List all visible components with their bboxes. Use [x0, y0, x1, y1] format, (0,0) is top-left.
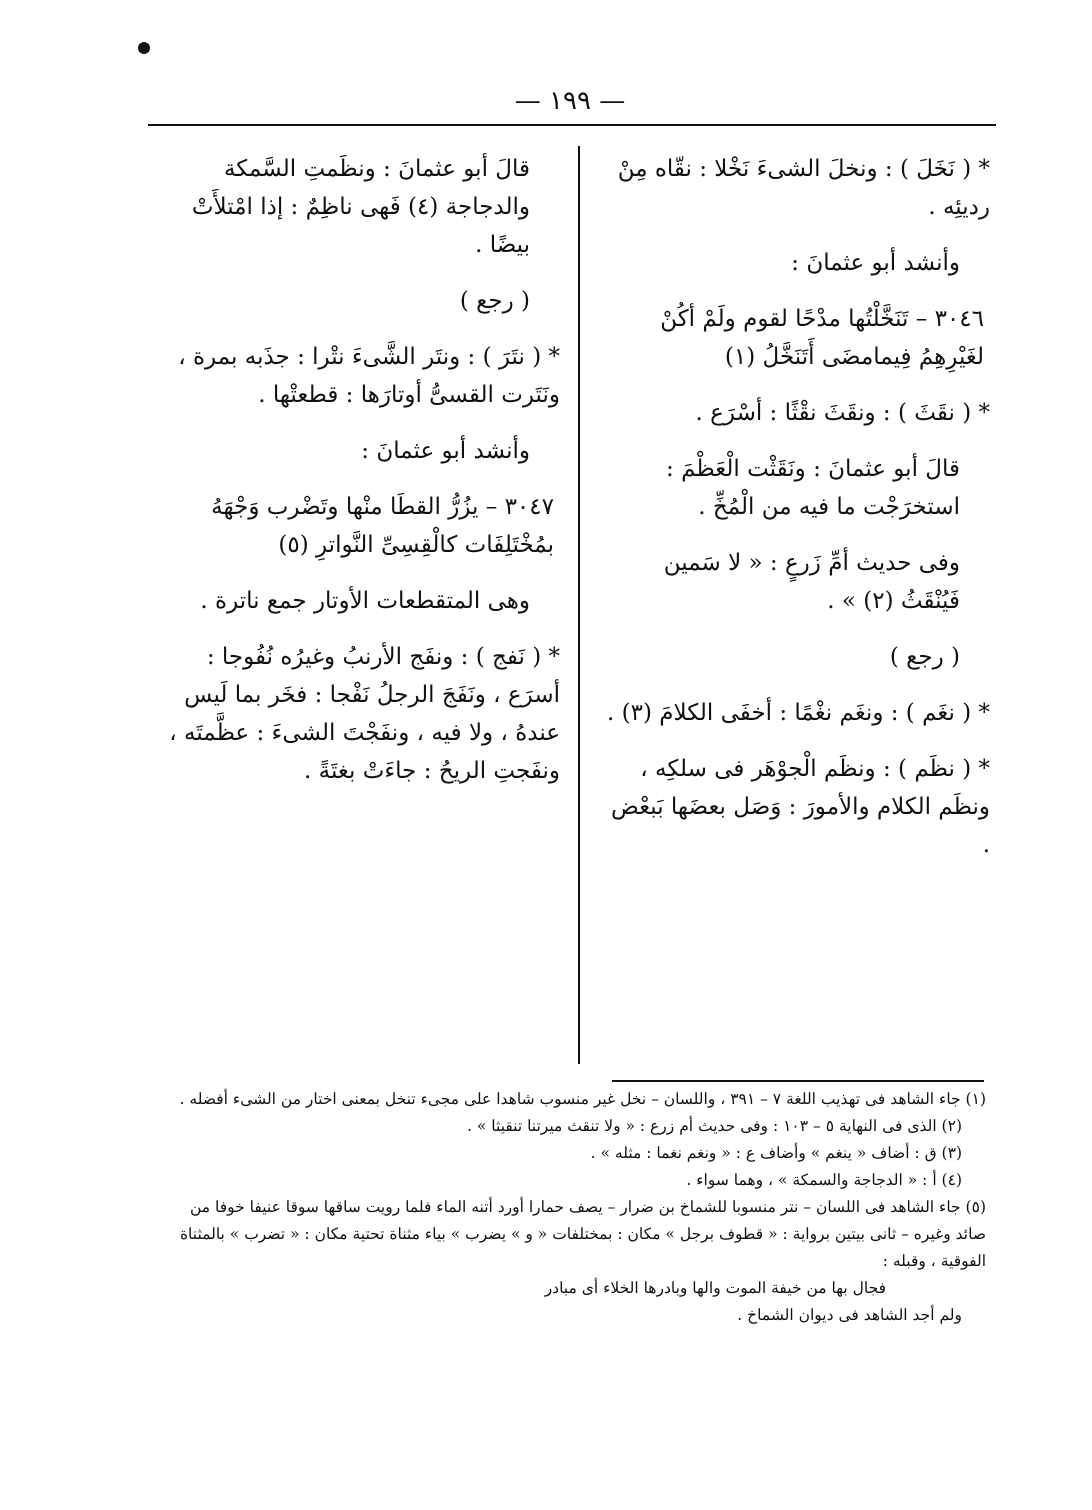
verse-gloss: وهى المتقطعات الأوتار جمع ناترة .	[200, 588, 530, 614]
entry-nazama: * ( نظَم ) : ونظَم الْجوْهَر فى سلكِه ، ونظَم الكلام والأمورَ : وَصَل بعضَها بَبعْض .	[610, 756, 990, 858]
verse-3047: ٣٠٤٧ – يزُرُّ القطَا منْها وتَضْرب وَجْهَهُ بمُخْتَلِفَات كالْقِسِىِّ النَّواترِ (٥)	[211, 494, 554, 558]
footnote-5-closing: ولم أجد الشاهد فى ديوان الشماخ .	[737, 1306, 962, 1324]
left-column	[160, 150, 560, 808]
raja-marker: ( رجع )	[459, 288, 530, 314]
footnote-3: (٣) ق : أضاف « ينغم » وأضاف ع : « ونغم نغما : مثله » .	[590, 1144, 962, 1162]
entry-nakhala: * ( نَخَلَ ) : ونخلَ الشىءَ نَخْلا : نقّاه مِنْ رديئِه .	[617, 156, 990, 220]
footnote-5-verse: فجال بها من خيفة الموت والها وبادرها الخلاء أى مبادر	[544, 1279, 886, 1297]
footnotes	[160, 1086, 986, 1329]
footnote-1: (١) جاء الشاهد فى تهذيب اللغة ٧ – ٣٩١ ، واللسان – نخل غير منسوب شاهدا على مجىء تنخل بمعنى اختار من الشىء أفضله .	[179, 1090, 986, 1108]
column-divider	[578, 146, 580, 1064]
raja-marker: ( رجع )	[889, 644, 960, 670]
recital-intro: وأنشد أبو عثمانَ :	[791, 250, 960, 276]
footnote-5: (٥) جاء الشاهد فى اللسان – نتر منسوبا للشماخ بن ضرار – يصف حمارا أورد أتنه الماء فلما رويت ساقها سوقا عنيفا خوفا من صائد وغيره – ثانى بيتين برواية : « قطوف برجل » مكان : بمختلفات « و » يضرب » بياء مثناة تحتية مكان : « تضرب » بالمثناة الفوقية ، وقبله :	[179, 1198, 986, 1270]
entry-naghama: * ( نغَم ) : ونغَم نغْمًا : أخفَى الكلامَ (٣) .	[607, 700, 990, 726]
page-dot-mark	[138, 42, 150, 54]
footnote-4: (٤) أ : « الدجاجة والسمكة » ، وهما سواء .	[686, 1171, 962, 1189]
quote-abu-uthman: قالَ أبو عثمانَ : ونظَمتِ السَّمكة والدجاجة (٤) فَهى ناظِمٌ : إذا امْتلأَتْ بيضًا .	[191, 156, 530, 258]
header-rule	[148, 124, 996, 126]
page-number: — ١٩٩ —	[514, 86, 626, 116]
verse-3046: ٣٠٤٦ – تَنَخَّلْتُها مدْحًا لقوم ولَمْ أكُنْ لغَيْرِهِمُ فِيمامضَى أَتَنَخَّلُ (١)	[660, 306, 984, 370]
footnote-2: (٢) الذى فى النهاية ٥ – ١٠٣ : وفى حديث أم زرع : « ولا تنقث ميرتنا تنقيثا » .	[466, 1117, 962, 1135]
hadith-umm-zar: وفى حديث أمِّ زَرعٍ : « لا سَمين فَيُنْقَثُ (٢) » .	[663, 550, 960, 614]
entry-nafaja: * ( نَفج ) : ونفَج الأرنبُ وغيرُه نُفُوجا : أسرَع ، ونَفَجَ الرجلُ نَفْجا : فخَر بما لَيس عندهُ ، ولا فيه ، ونفَجْتَ الشىءَ : عظَّمتَه ، ونفَجتِ الريحُ : جاءَتْ بغتَةً .	[169, 644, 560, 784]
entry-naqatha: * ( نقَثَ ) : ونقَثَ نقْثًا : أسْرَع .	[695, 400, 990, 426]
footnote-rule	[612, 1080, 984, 1082]
entry-natara: * ( نتَرَ ) : ونتَر الشَّىءَ نتْرا : جذَبه بمرة ، ونَتَرت القسىُّ أوتارَها : قطعتْها .	[178, 344, 560, 408]
recital-intro: وأنشد أبو عثمانَ :	[361, 438, 530, 464]
right-column	[598, 150, 990, 882]
quote-abu-uthman: قالَ أبو عثمانَ : ونَقَثْت الْعَظْمَ : استخرَجْت ما فيه من الْمُخِّ .	[666, 456, 960, 520]
